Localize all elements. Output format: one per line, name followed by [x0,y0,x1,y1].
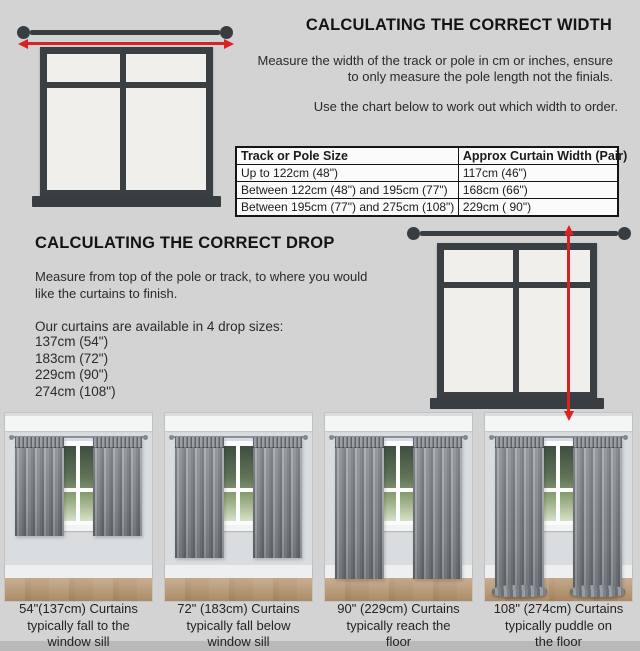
window-bar [76,446,80,521]
table-header-curtain-width: Approx Curtain Width (Pair) [458,147,618,165]
drop-examples-strip [5,413,635,601]
curtain-panel-right [573,437,622,591]
curtain-panel-left [335,437,384,579]
drop-size-item: 137cm (54") [35,334,109,349]
drop-sizes-intro: Our curtains are available in 4 drop sizes: [35,319,284,334]
curtain-pole-graphic [30,30,220,35]
table-header-row [236,147,618,165]
window-bar [556,446,560,521]
caption-line3: window sill [47,634,110,649]
drop-size-item: 274cm (108") [35,383,116,399]
window-bar [236,446,240,521]
caption-line2: typically fall to the [27,617,130,633]
curtain-pole-graphic [420,231,618,236]
table-cell: 117cm (46") [458,165,618,182]
caption-line2: typically reach the [346,617,451,633]
curtain-panel-right [413,437,462,579]
wood-floor [325,578,472,601]
wood-floor [5,578,152,601]
baseboard [165,565,312,578]
width-section-title: CALCULATING THE CORRECT WIDTH [305,16,613,34]
crown-molding [165,416,312,431]
caption-72 [165,601,312,651]
window-pane [519,288,590,392]
table-cell: 229cm ( 90") [458,199,618,217]
table-row [236,182,618,199]
window-pane [519,250,590,282]
drop-intro-line1: Measure from top of the pole or track, to where you would [35,269,368,284]
curtain-panel-left [15,437,64,536]
table-header-pole-size: Track or Pole Size [236,147,458,165]
caption-line1: 54"(137cm) Curtains [19,601,138,616]
window-pane [126,54,206,82]
caption-line1: 90" (229cm) Curtains [337,601,460,616]
width-arrow-icon [27,42,225,45]
window-graphic [437,243,597,399]
curtain-panel-left [175,437,224,558]
caption-54 [5,601,152,651]
chart-note: Use the chart below to work out which width to order. [313,99,618,114]
baseboard [5,565,152,578]
table-cell: Up to 122cm (48") [236,165,458,182]
curtain-panel-right [93,437,142,536]
drop-measure-illustration [404,224,640,418]
window-bar [396,446,400,521]
caption-90 [325,601,472,651]
wood-floor [165,578,312,601]
window-sill-graphic [430,398,604,409]
caption-line2: typically fall below [186,617,291,633]
crown-molding [325,416,472,431]
drop-size-item: 229cm (90") [35,367,109,382]
crown-molding [485,416,632,431]
drop-photo-108 [485,413,632,601]
window-pane [444,288,513,392]
width-intro-line1: Measure the width of the track or pole in cm or inches, ensure [257,53,613,68]
caption-line3: the floor [535,634,582,649]
drop-captions [5,601,635,651]
crown-molding [5,416,152,431]
caption-line3: window sill [207,634,270,649]
drop-photo-54 [5,413,152,601]
width-section [235,16,635,114]
drop-section-title: CALCULATING THE CORRECT DROP [35,234,335,252]
drop-photo-72 [165,413,312,601]
table-cell: Between 122cm (48") and 195cm (77") [236,182,458,199]
table-row [236,165,618,182]
drop-section [35,234,417,400]
window-sill-graphic [32,196,221,207]
curtain-panel-right [253,437,302,558]
table-cell: Between 195cm (77") and 275cm (108") [236,199,458,217]
drop-section-intro [35,269,417,302]
caption-line2: typically puddle on [505,617,612,633]
curtain-panel-left [495,437,544,591]
caption-line1: 72" (183cm) Curtains [177,601,300,616]
table-row [236,199,618,217]
size-table [235,146,628,217]
drop-size-item: 183cm (72") [35,350,109,366]
drop-arrow-icon [567,234,570,412]
width-section-intro [235,53,635,84]
caption-108 [485,601,632,651]
width-measure-illustration [15,22,237,218]
window-graphic [40,47,213,197]
window-pane [444,250,513,282]
table-cell: 168cm (66") [458,182,618,199]
drop-intro-line2: like the curtains to finish. [35,285,178,301]
width-intro-line2: to only measure the pole length not the finials. [347,68,613,84]
caption-line3: floor [385,634,412,649]
window-pane [126,88,206,190]
drop-photo-90 [325,413,472,601]
window-pane [47,54,120,82]
window-pane [47,88,120,190]
caption-line1: 108" (274cm) Curtains [493,601,624,616]
